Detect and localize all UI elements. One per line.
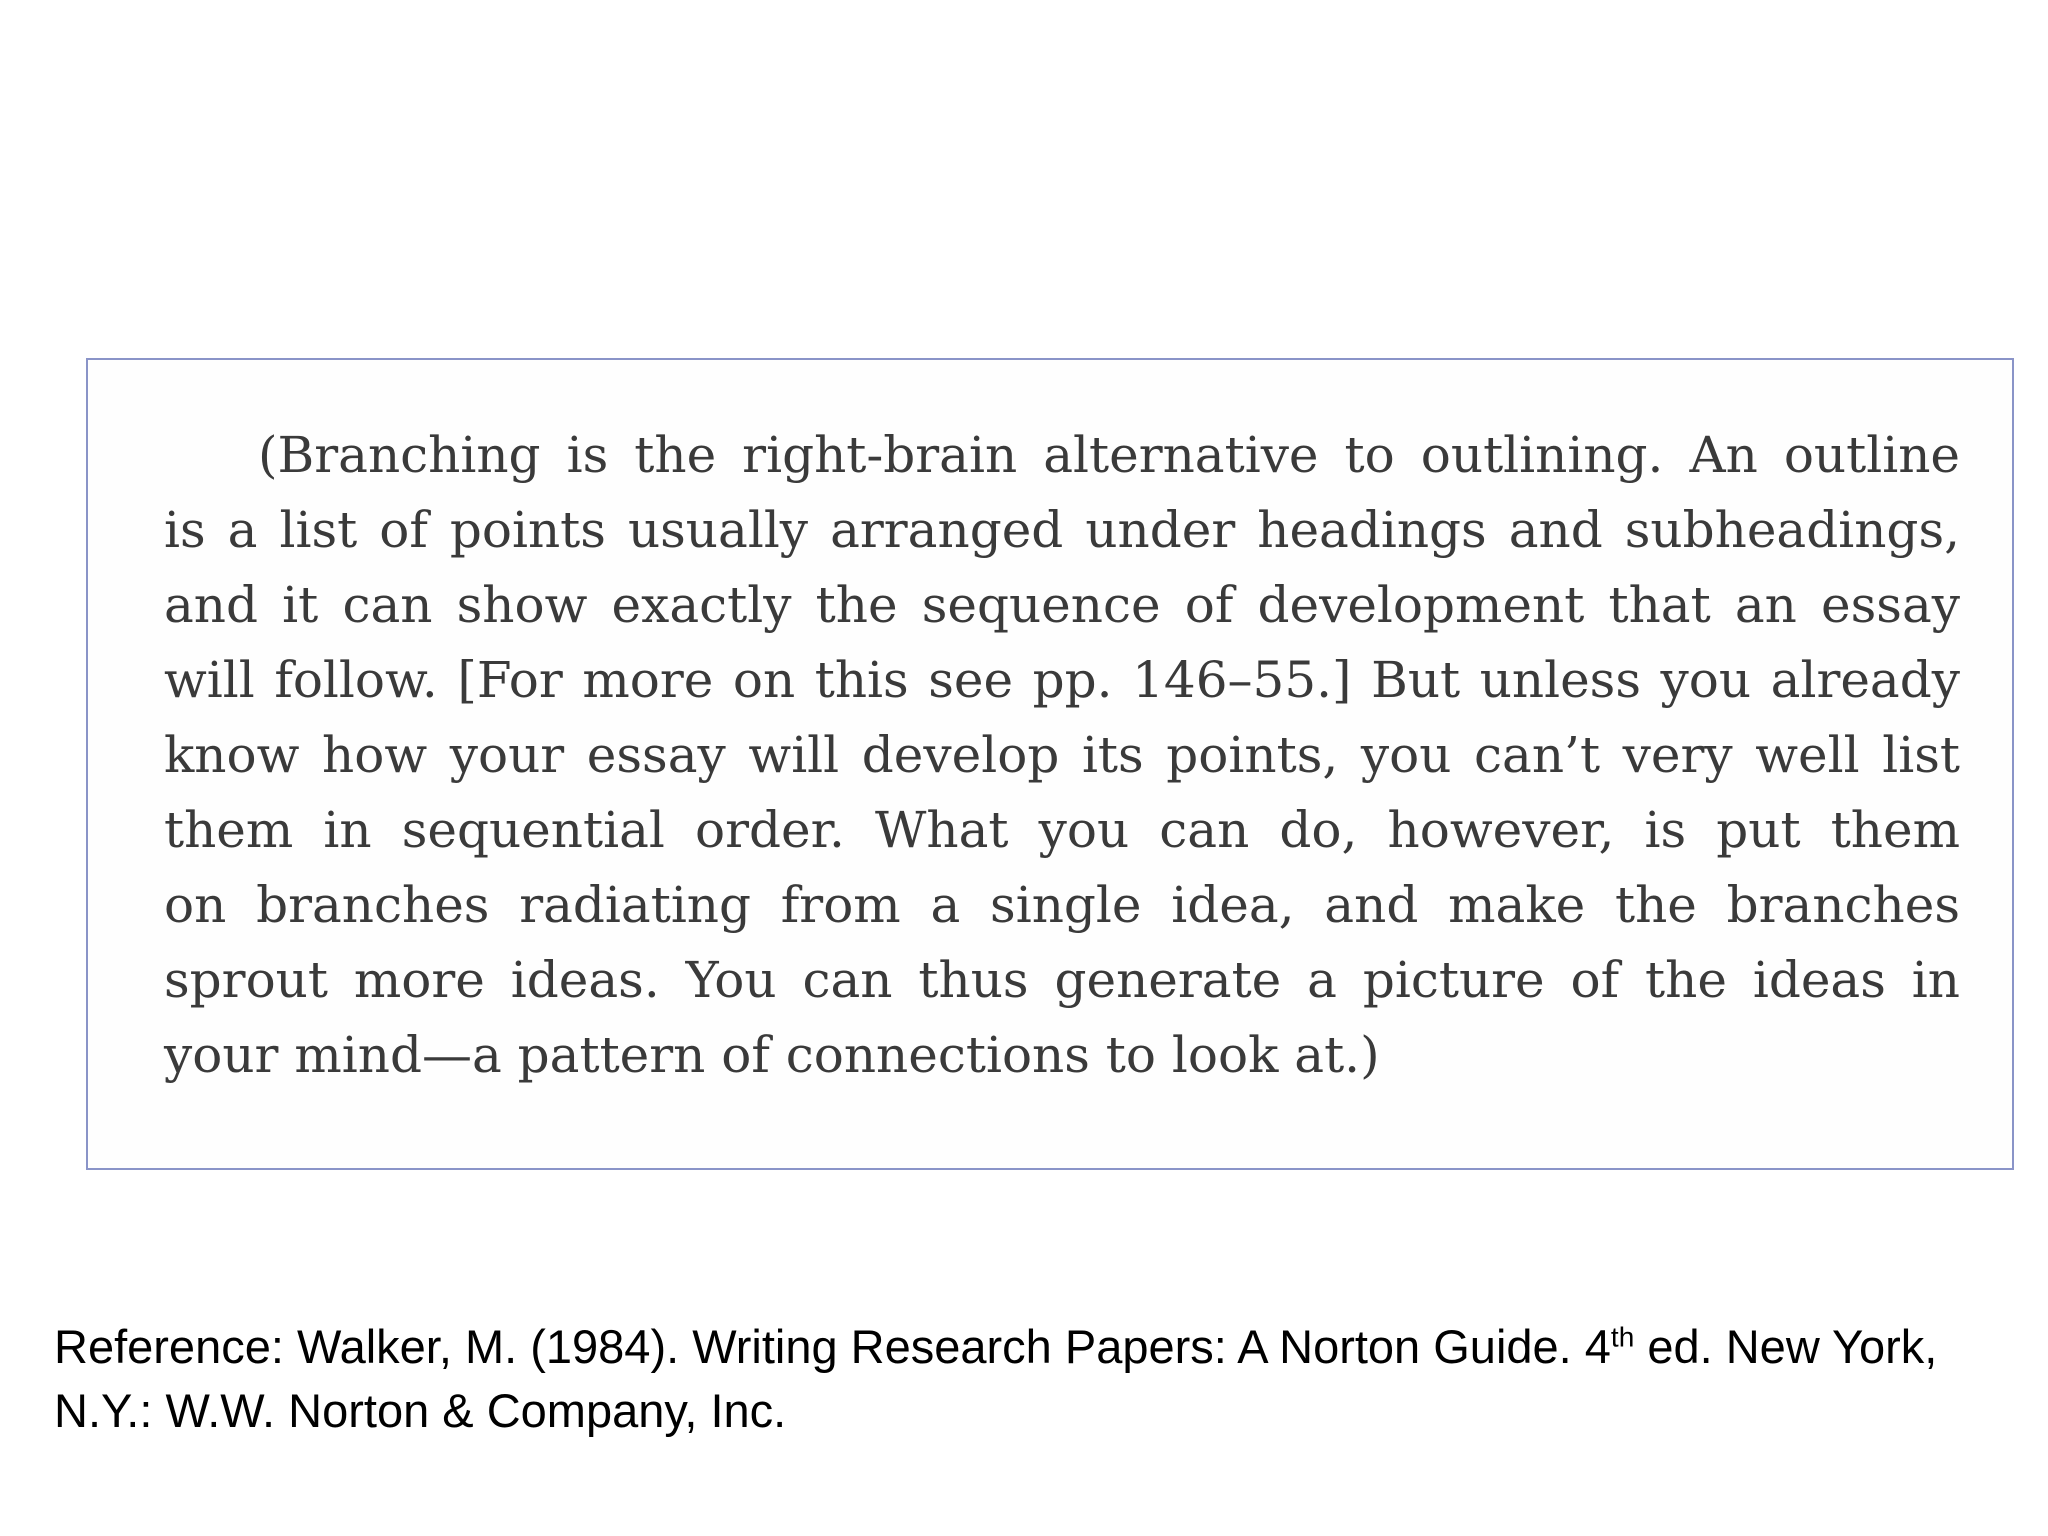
excerpt-line-7: on branches radiating from a single idea, and make the branches xyxy=(164,876,1960,934)
excerpt-line-2: is a list of points usually arranged under headings and subheadings, xyxy=(164,501,1960,559)
excerpt-line-3: and it can show exactly the sequence of development that an essay xyxy=(164,576,1960,634)
scanned-excerpt-box xyxy=(86,358,2014,1170)
excerpt-line-4: will follow. [For more on this see pp. 146–55.] But unless you already xyxy=(164,651,1960,709)
reference-text-part1: Reference: Walker, M. (1984). Writing Research Papers: A Norton Guide. 4 xyxy=(54,1320,1611,1373)
reference-text-part2: ed. New York, N.Y.: W.W. Norton & Company, Inc. xyxy=(54,1320,1938,1437)
reference-superscript: th xyxy=(1610,1321,1635,1353)
excerpt-line-5: know how your essay will develop its points, you can’t very well list xyxy=(164,726,1960,784)
excerpt-line-8: sprout more ideas. You can thus generate a picture of the ideas in xyxy=(164,951,1960,1009)
excerpt-line-6: them in sequential order. What you can do, however, is put them xyxy=(164,801,1960,859)
reference-citation xyxy=(54,1315,2034,1443)
excerpt-line-1: (Branching is the right-brain alternative to outlining. An outline xyxy=(258,426,1960,484)
excerpt-line-9: your mind—a pattern of connections to look at.) xyxy=(164,1026,1380,1084)
